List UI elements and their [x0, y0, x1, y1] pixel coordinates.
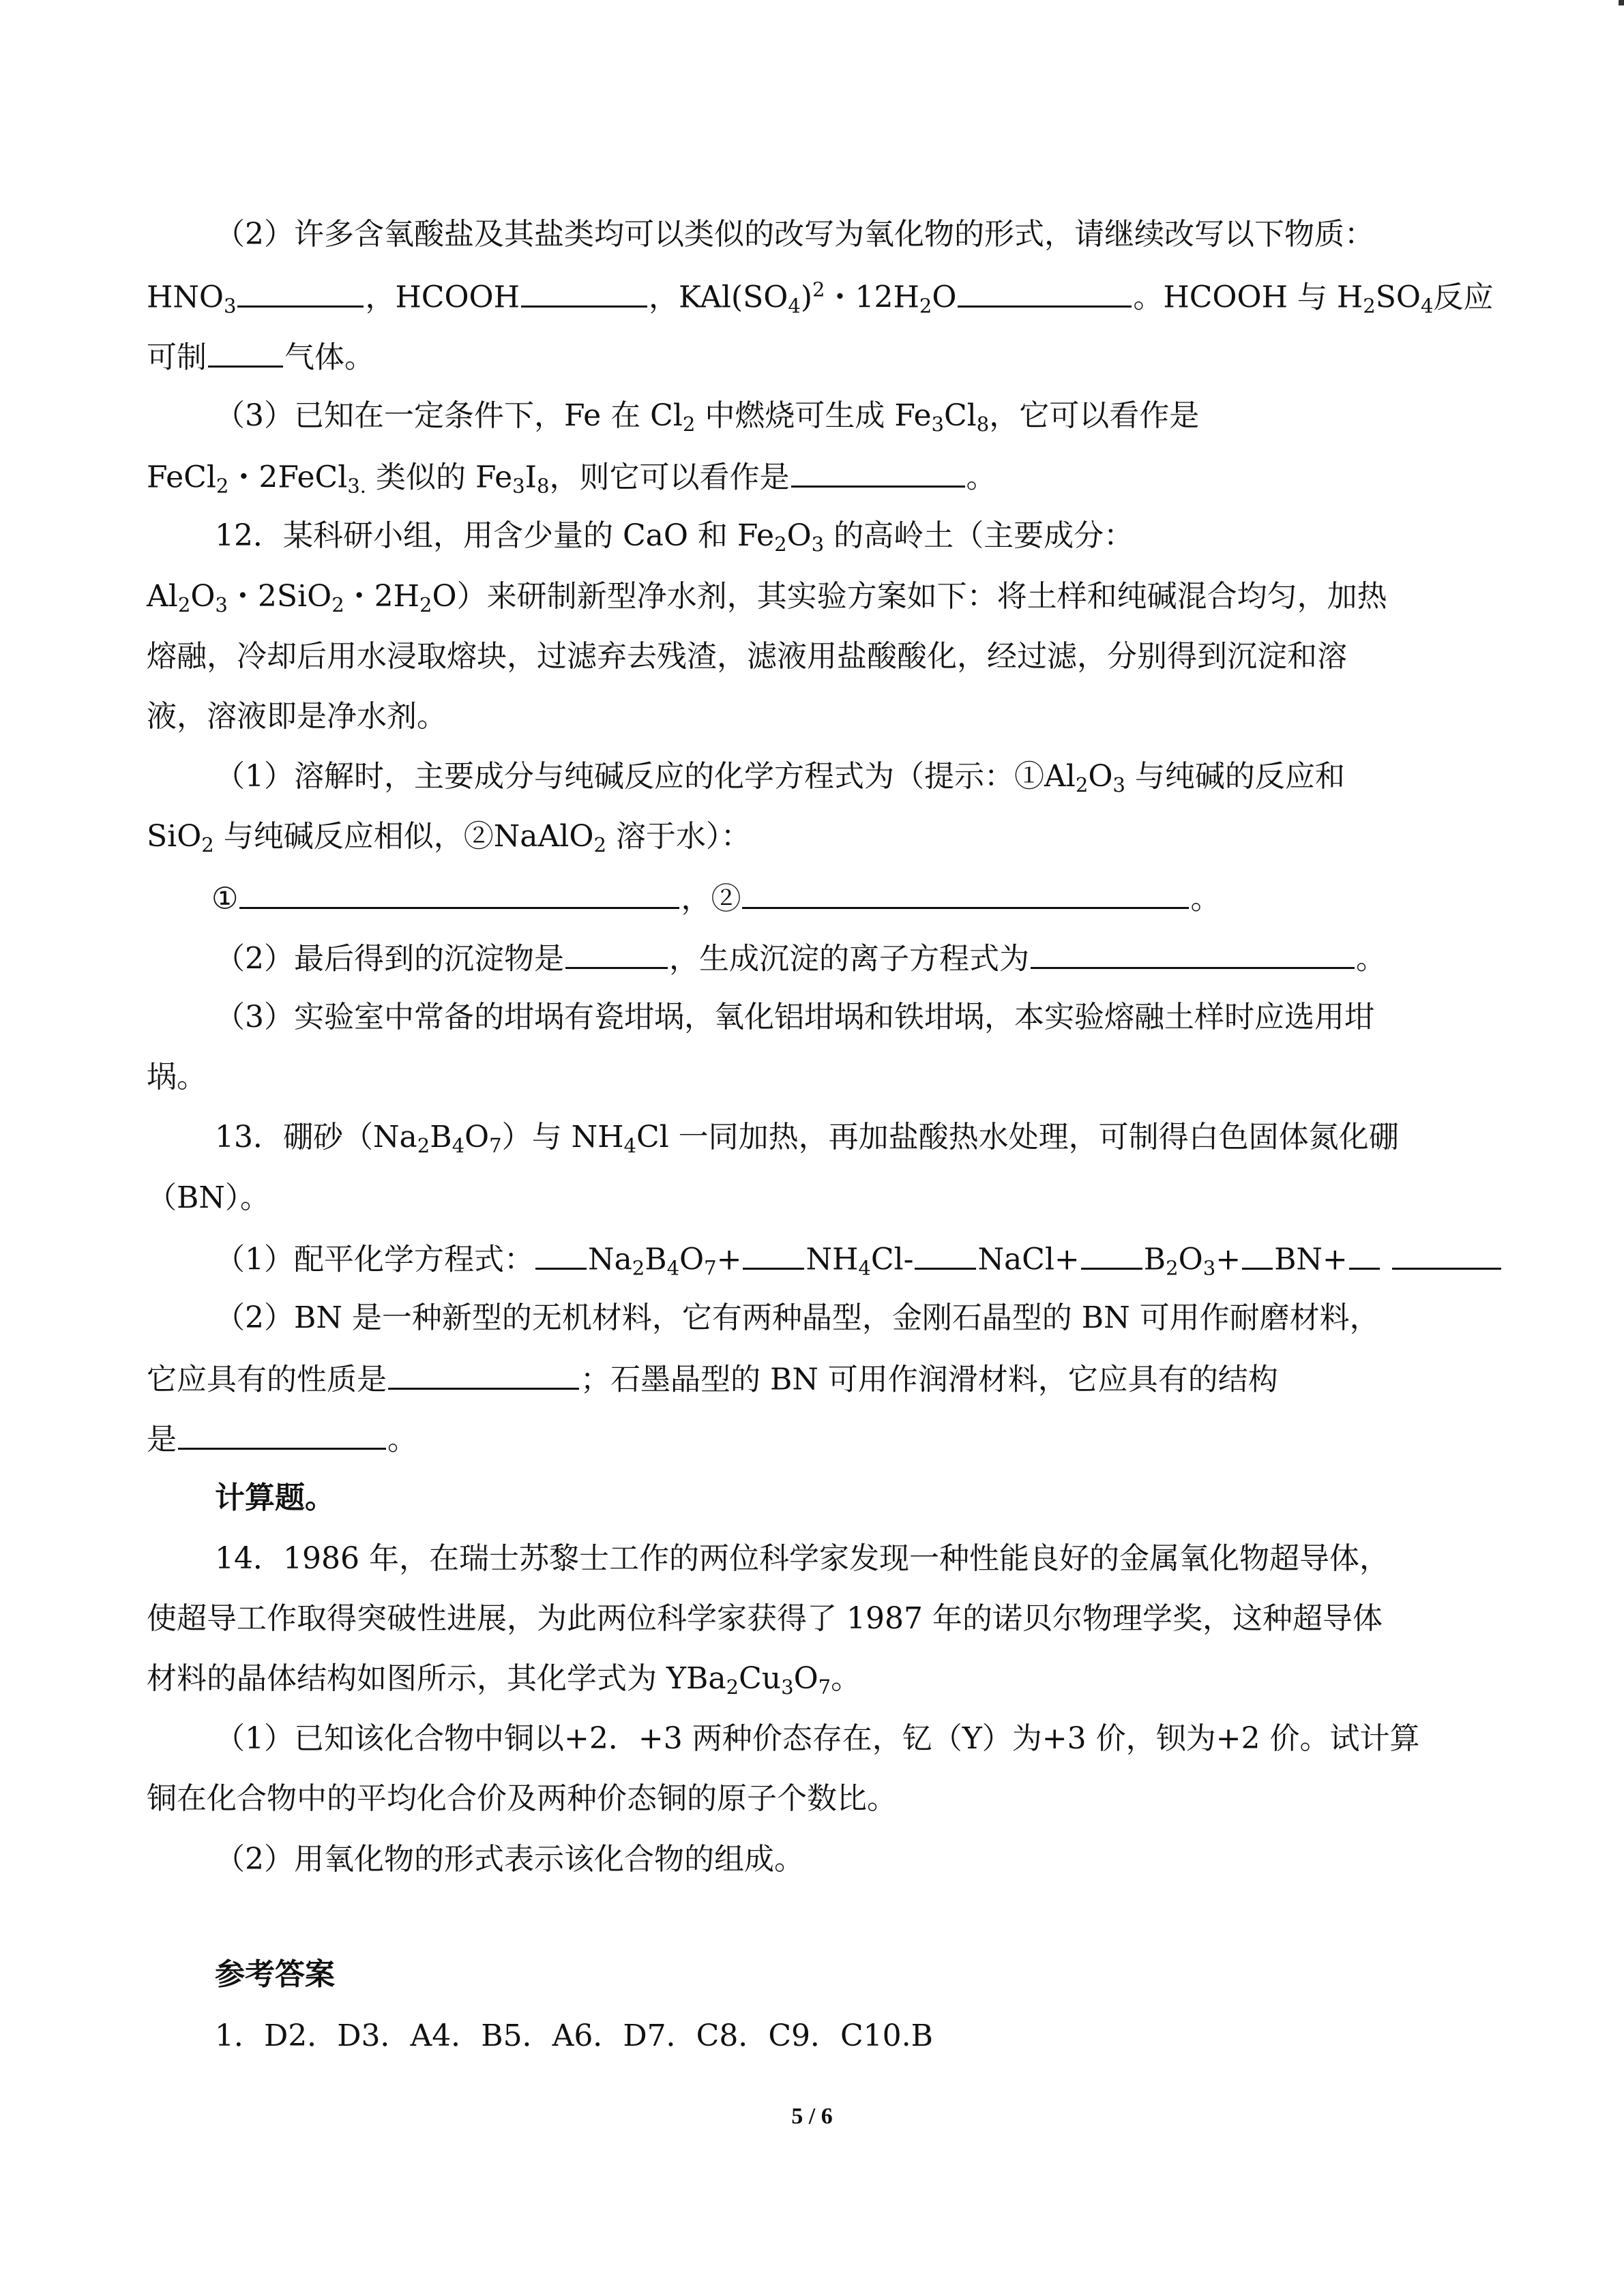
- blank[interactable]: [958, 278, 1132, 308]
- q14-line3: 材料的晶体结构如图所示，其化学式为 $YBa_2Cu_3O_7$。: [147, 1661, 861, 1699]
- q12-part2: （2）最后得到的沉淀物是 ，生成沉淀的离子方程式为 。: [215, 940, 1386, 977]
- blank[interactable]: [1349, 1240, 1380, 1270]
- q12-part1-line1: （1）溶解时，主要成分与纯碱反应的化学方程式为（提示：$①Al_2O_3$ 与纯碱的反应和: [215, 759, 1345, 797]
- corner-mark: [1619, 0, 1624, 5]
- q14-part1-line2: 铜在化合物中的平均化合价及两种价态铜的原子个数比。: [147, 1781, 897, 1816]
- answers-line: 1．D2．D3．A4．B5．A6．D7．C8．C9．C10.B: [215, 2018, 933, 2053]
- section-heading-calc: 计算题。: [215, 1480, 335, 1515]
- blank[interactable]: [565, 940, 668, 969]
- blank[interactable]: [388, 1360, 579, 1390]
- q13-part2-line3: 是 。: [147, 1420, 417, 1458]
- q12-line3: 熔融，冷却后用水浸取熔块，过滤弃去残渣，滤液用盐酸酸化，经过滤，分别得到沉淀和溶: [147, 639, 1347, 674]
- blank[interactable]: [208, 338, 283, 368]
- blank[interactable]: [237, 278, 364, 308]
- q11-part3-line2: FeCl$_2$・2FeCl$_{3.}$ 类似的 $Fe_3I_8$，则它可以看作是 。: [147, 458, 996, 496]
- blank[interactable]: [742, 880, 1189, 909]
- q11-part3-line1: （3）已知在一定条件下，Fe 在 $Cl_2$ 中燃烧可生成 $Fe_3Cl_8$，它可以看作是: [215, 398, 1200, 436]
- q11-part2-line1: （2）许多含氧酸盐及其盐类均可以类似的改写为氧化物的形式，请继续改写以下物质：: [215, 217, 1374, 252]
- q12-line4: 液，溶液即是净水剂。: [147, 699, 447, 734]
- blank[interactable]: [239, 880, 679, 909]
- q13-line2: （BN）。: [147, 1180, 270, 1215]
- blank[interactable]: [791, 458, 965, 488]
- q11-part2-line3: 可制 气体。: [147, 338, 374, 376]
- q14-part2: （2）用氧化物的形式表示该化合物的组成。: [215, 1842, 804, 1877]
- q12-part3-line1: （3）实验室中常备的坩埚有瓷坩埚，氧化铝坩埚和铁坩埚，本实验熔融土样时应选用坩: [215, 1000, 1374, 1034]
- q12-line1: 12．某科研小组，用含少量的 CaO 和 $Fe_2O_3$ 的高岭土（主要成分：: [215, 518, 1134, 556]
- blank[interactable]: [915, 1240, 976, 1270]
- blank[interactable]: [1242, 1240, 1273, 1270]
- blank[interactable]: [1031, 940, 1355, 969]
- q13-part2-line1: （2）BN 是一种新型的无机材料，它有两种晶型，金刚石晶型的 BN 可用作耐磨材料，: [215, 1300, 1380, 1335]
- q12-part1-line2: SiO$_2$ 与纯碱反应相似，②NaAlO$_2$ 溶于水）：: [147, 819, 751, 857]
- q13-part2-line2: 它应具有的性质是 ；石墨晶型的 BN 可用作润滑材料，它应具有的结构: [147, 1360, 1278, 1398]
- page-number: 5 / 6: [791, 2104, 833, 2129]
- answers-heading: 参考答案: [215, 1957, 335, 1992]
- q13-part1: （1）配平化学方程式： $Na_2B_4O_7+ NH_4Cl-$ NaCl+ $B_2O_3+ BN+$: [215, 1240, 1503, 1278]
- q14-line1: 14．1986 年，在瑞士苏黎士工作的两位科学家发现一种性能良好的金属氧化物超导体，: [215, 1541, 1389, 1576]
- q12-line2: $Al_2O_3$・2SiO$_2$・$2H_2O$）来研制新型净水剂，其实验方案如下：将土样和纯碱混合均匀，加热: [147, 579, 1387, 617]
- blank[interactable]: [178, 1420, 386, 1450]
- blank[interactable]: [521, 278, 647, 308]
- q14-line2: 使超导工作取得突破性进展，为此两位科学家获得了 1987 年的诺贝尔物理学奖，这种超导体: [147, 1601, 1383, 1636]
- q12-part3-line2: 埚。: [147, 1060, 207, 1094]
- blank[interactable]: [535, 1240, 587, 1270]
- q14-part1-line1: （1）已知该化合物中铜以+2．+3 两种价态存在，钇（Y）为+3 价，钡为+2 价。试计算: [215, 1721, 1420, 1756]
- q12-part1-line3: ① ，② 。: [211, 880, 1220, 917]
- blank[interactable]: [743, 1240, 804, 1270]
- q13-line1: 13．硼砂$(Na_2B_4O_7)$与 $NH_4Cl$ 一同加热，再加盐酸热水处理，可制得白色固体氮化硼: [215, 1120, 1399, 1158]
- blank[interactable]: [1392, 1240, 1501, 1270]
- blank[interactable]: [1081, 1240, 1142, 1270]
- q11-part2-line2: $HNO_3$ ，HCOOH ，$KAl(SO_4)^2$・$12H_2O$ 。HCOOH 与 $H_2SO_4$反应: [147, 278, 1494, 318]
